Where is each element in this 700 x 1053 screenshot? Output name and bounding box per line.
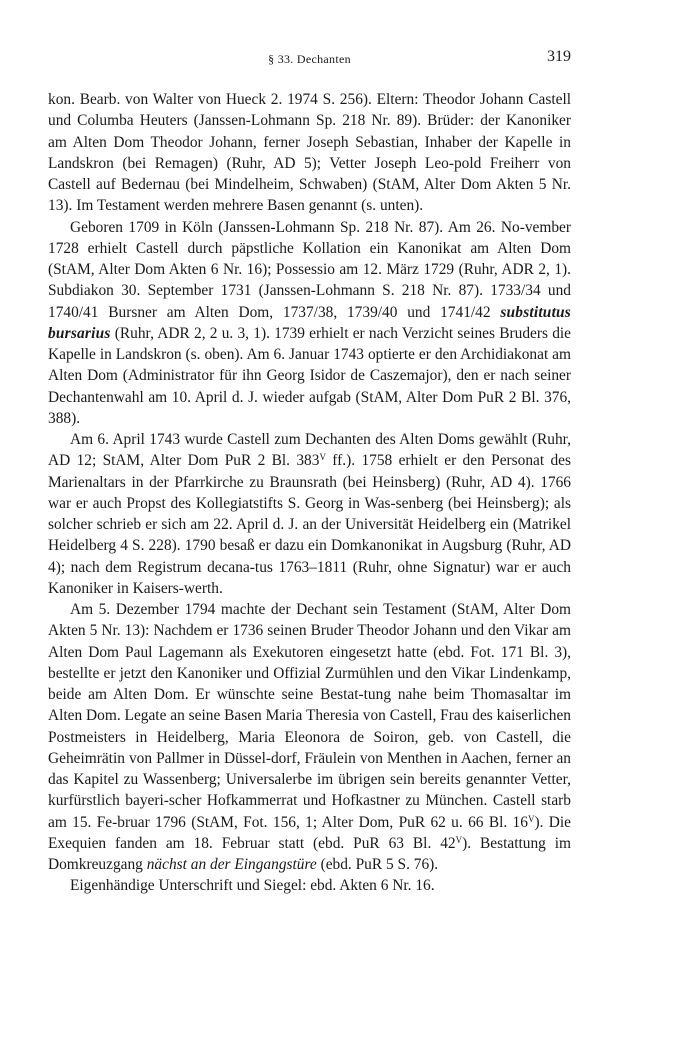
text-run: Eigenhändige Unterschrift und Siegel: ebd. Akten 6 Nr. 16. [70, 877, 435, 895]
paragraph [48, 89, 571, 217]
text-run: (ebd. PuR 5 S. 76). [316, 856, 439, 873]
running-head: § 33. Dechanten [268, 52, 351, 66]
paragraph [48, 875, 571, 896]
folio-superscript: V [455, 834, 463, 845]
page-header [48, 48, 571, 72]
text-run: kon. Bearb. von Walter von Hueck 2. 1974 S. 256). Eltern: Theodor Johann Castell und Columba Heuters (Janssen-Lohmann Sp. 218 Nr. 89). Brüder: der Kanoniker am Alten Dom Theodor Johann, ferner Joseph Sebastian, Inhaber der Kapelle in Landskron (bei Remagen) (Ruhr, AD 5); Vetter Joseph Leo-pold Freiherr von Castell auf Bedernau (bei Mindelheim, Schwaben) (StAM, Alter Dom Akten 5 Nr. 13). Im Testament werden mehrere Basen genannt (s. unten). [48, 91, 571, 215]
paragraph [48, 217, 571, 430]
text-run: Am 5. Dezember 1794 machte der Dechant sein Testament (StAM, Alter Dom Akten 5 Nr. 13): Nachdem er 1736 seinen Bruder Theodor Johann und den Vikar am Alten Dom Paul Lagemann als Exekutoren eingesetzt hatte (ebd. Fot. 171 Bl. 3), bestellte er jetzt den Kanoniker und Offizial Zurmühlen und den Vikar Lindenkamp, beide am Alten Dom. Er wünschte seine Bestat-tung nahe beim Thomasaltar im Alten Dom. Legate an seine Basen Maria Theresia von Castell, Frau des kaiserlichen Postmeisters in Heidelberg, Maria Eleonora de Soiron, geb. von Castell, die Geheimrätin von Pallmer in Düssel-dorf, Fräulein von Menthen in Aachen, ferner an das Kapitel zu Wassenberg; Universalerbe im übrigen sein bereits genannter Vetter, kurfürstlich bayeri-scher Hofkammerrat und Hofkastner zu München. Castell starb am 15. Fe-bruar 1796 (StAM, Fot. 156, 1; Alter Dom, PuR 62 u. 66 Bl. 16 [48, 601, 571, 831]
text-run: ). Die Exequien fanden am 18. Februar statt (ebd. PuR 63 Bl. 42 [48, 813, 571, 852]
text-run: (Ruhr, ADR 2, 2 u. 3, 1). 1739 erhielt er nach Verzicht seines Bruders die Kapelle in Landskron (s. oben). Am 6. Januar 1743 optierte er den Archidiakonat am Alten Dom (Administrator für ihn Georg Isidor de Caszemajor), den er nach seiner Dechantenwahl am 10. April d. J. wieder aufgab (StAM, Alter Dom PuR 2 Bl. 376, 388). [48, 324, 571, 427]
folio-superscript: V [319, 452, 326, 463]
text-run: Geboren 1709 in Köln (Janssen-Lohmann Sp. 218 Nr. 87). Am 26. No-vember 1728 erhielt Castell durch päpstliche Kollation ein Kanonikat am Alten Dom (StAM, Alter Dom Akten 6 Nr. 16); Possessio am 12. März 1729 (Ruhr, ADR 2, 1). Subdiakon 30. September 1731 (Janssen-Lohmann S. 218 Nr. 87). 1733/34 und 1740/41 Bursner am Alten Dom, 1737/38, 1739/40 und 1741/42 [48, 218, 571, 321]
paragraph [48, 599, 571, 875]
page-number: 319 [547, 48, 571, 65]
folio-superscript: V [527, 813, 535, 824]
text-run: Am 6. April 1743 wurde Castell zum Dechanten des Alten Doms gewählt (Ruhr, AD 12; StAM, Alter Dom PuR 2 Bl. 383 [48, 431, 571, 470]
quoted-phrase: nächst an der Eingangstüre [146, 856, 317, 873]
text-run: ). Bestattung im Domkreuzgang [48, 834, 571, 873]
body-text [48, 89, 571, 897]
paragraph [48, 429, 571, 599]
latin-term: substitutus bursarius [48, 303, 571, 342]
text-run: ff.). 1758 erhielt er den Personat des Marienaltars in der Pfarrkirche zu Braunsrath (bei Heinsberg) (Ruhr, AD 4). 1766 war er auch Propst des Kollegiatstifts S. Georg in Was-senberg (bei Heinsberg); als solcher schrieb er sich am 22. April d. J. an der Universität Heidelberg ein (Matrikel Heidelberg 4 S. 228). 1790 besaß er dazu ein Domkanonikat in Augsburg (Ruhr, AD 4); nach dem Registrum decana-tus 1763–1811 (Ruhr, ohne Signatur) war er auch Kanoniker in Kaisers-werth. [48, 452, 572, 597]
